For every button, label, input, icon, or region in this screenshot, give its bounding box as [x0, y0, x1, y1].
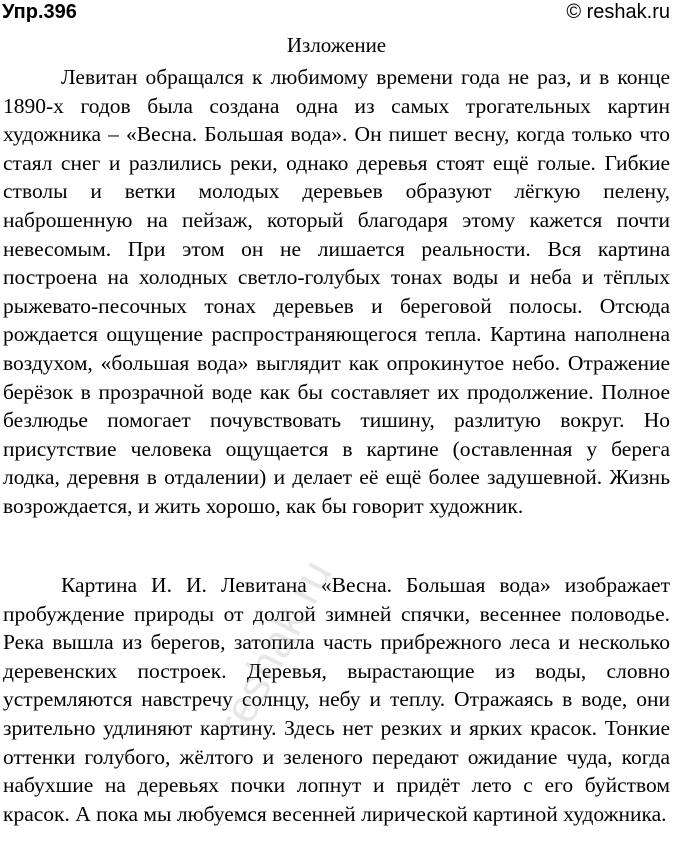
page-header	[0, 0, 673, 26]
document-title: Изложение	[286, 33, 387, 57]
exercise-number: Упр.396	[2, 1, 77, 23]
watermark: reshak.ru	[205, 551, 342, 745]
paragraph-2: Картина И. И. Левитана «Весна. Большая вода» изображает пробуждение природы от долгой зимней спячки, весеннее половодье. Река вышла из берегов, затопила часть прибрежного леса и несколько деревенских построек. Деревья, вырастающие из воды, словно устремляются навстречу солнцу, небу и теплу. Отражаясь в воде, они зрительно удлиняют картину. Здесь нет резких и ярких красок. Тонкие оттенки голубого, жёлтого и зеленого передают ожидание чуда, когда набухшие на деревьях почки лопнут и придёт лето с его буйством красок. А пока мы любуемся весенней лирической картиной художника.	[3, 573, 670, 826]
paragraph-1: Левитан обращался к любимому времени года не раз, и в конце 1890-х годов была создана одна из самых трогательных картин художника – «Весна. Большая вода». Он пишет весну, когда только что стаял снег и разлились реки, однако деревья стоят ещё голые. Гибкие стволы и ветки молодых деревьев образуют лёгкую пелену, наброшенную на пейзаж, который благодаря этому кажется почти невесомым. При этом он не лишается реальности. Вся картина построена на холодных светло-голубых тонах воды и неба и тёплых рыжевато-песочных тонах деревьев и береговой полосы. Отсюда рождается ощущение распространяющегося тепла. Картина наполнена воздухом, «большая вода» выглядит как опрокинутое небо. Отражение берёзок в прозрачной воде как бы составляет их продолжение. Полное безлюдье помогает почувствовать тишину, разлитую вокруг. Но присутствие человека ощущается в картине (оставленная у берега лодка, деревня в отдалении) и делает её ещё более задушевной. Жизнь возрождается, и жить хорошо, как бы говорит художник.	[3, 65, 670, 518]
site-copyright: © reshak.ru	[566, 1, 670, 23]
